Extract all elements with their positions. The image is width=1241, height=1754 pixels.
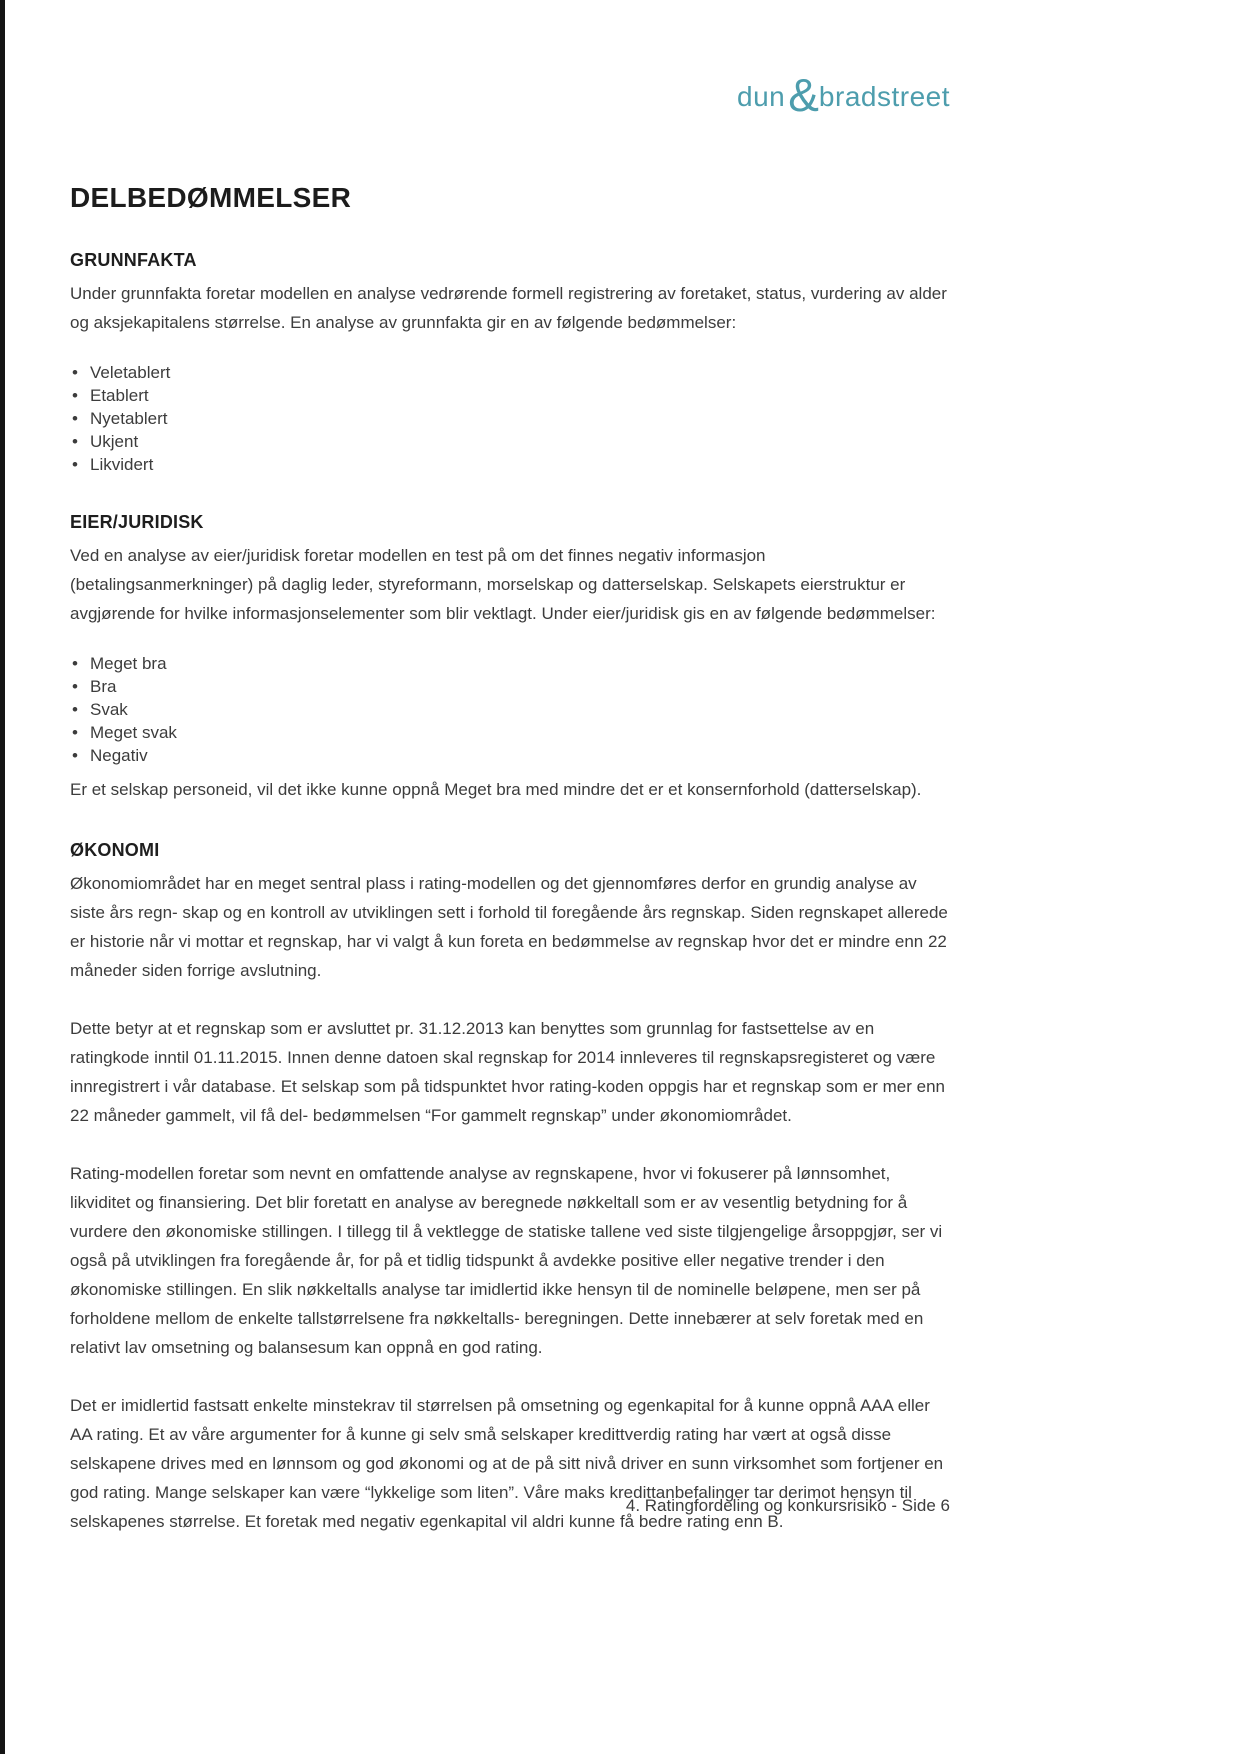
section-okonomi — [70, 840, 950, 1536]
list-item: • Bra — [72, 675, 950, 698]
eier-juridisk-note-paragraph: Er et selskap personeid, vil det ikke kunne oppnå Meget bra med mindre det er et konsernforhold (datterselskap). — [70, 780, 922, 799]
dun-bradstreet-logo — [70, 64, 950, 121]
list-item: • Nyetablert — [72, 407, 950, 430]
grunnfakta-intro-paragraph: Under grunnfakta foretar modellen en analyse vedrørende formell registrering av foretaket, status, vurdering av alder og aksjekapitalens størrelse. En analyse av grunnfakta gir en av følgende bedømmelser: — [70, 284, 947, 332]
okonomi-paragraph-2: Dette betyr at et regnskap som er avsluttet pr. 31.12.2013 kan benyttes som grunnlag for fastsettelse av en ratingkode inntil 01.11.2015. Innen denne datoen skal regnskap for 2014 innleveres til regnskapsregisteret og være innregistrert i vår database. Et selskap som på tidspunktet hvor rating-koden oppgis har et regnskap som er mer enn 22 måneder gammelt, vil få del- bedømmelsen “For gammelt regnskap” under økonomiområdet. — [70, 1019, 946, 1125]
logo-ampersand-icon: & — [788, 69, 819, 121]
section-grunnfakta — [70, 250, 950, 476]
okonomi-paragraph-3: Rating-modellen foretar som nevnt en omfattende analyse av regnskapene, hvor vi fokuserer på lønnsomhet, likviditet og finansiering. Det blir foretatt en analyse av beregnede nøkkeltall som er av vesentlig betydning for å vurdere den økonomiske stillingen. I tillegg til å vektlegge de statiske tallene ved siste tilgjengelige årsoppgjør, ser vi også på utviklingen fra foregående år, for på et tidlig tidspunkt å avdekke positive eller negative trender i den økonomiske stillingen. En slik nøkkeltalls analyse tar imidlertid ikke hensyn til de nominelle beløpene, men ser på forholdene mellom de enkelte tallstørrelsene fra nøkkeltalls- beregningen. Dette innebærer at selv foretak med en relativt lav omsetning og balansesum kan oppnå en god rating. — [70, 1164, 943, 1357]
section-heading-grunnfakta: GRUNNFAKTA — [70, 250, 197, 270]
section-heading-eier-juridisk: EIER/JURIDISK — [70, 512, 204, 532]
list-item: • Negativ — [72, 744, 950, 767]
eier-juridisk-bullet-list — [70, 652, 950, 767]
list-item: • Veletablert — [72, 361, 950, 384]
section-heading-okonomi: ØKONOMI — [70, 840, 160, 860]
list-item: • Ukjent — [72, 430, 950, 453]
list-item: • Meget bra — [72, 652, 950, 675]
page-content — [70, 0, 950, 1536]
section-eier-juridisk — [70, 512, 950, 804]
logo-word-bradstreet: bradstreet — [818, 81, 950, 112]
list-item: • Likvidert — [72, 453, 950, 476]
list-item: • Meget svak — [72, 721, 950, 744]
eier-juridisk-intro-paragraph: Ved en analyse av eier/juridisk foretar modellen en test på om det finnes negativ informasjon (betalingsanmerkninger) på daglig leder, styreformann, morselskap og datterselskap. Selskapets eierstruktur er avgjørende for hvilke informasjonselementer som blir vektlagt. Under eier/juridisk gis en av følgende bedømmelser: — [70, 546, 936, 623]
okonomi-paragraph-1: Økonomiområdet har en meget sentral plass i rating-modellen og det gjennomføres derfor en grundig analyse av siste års regn- skap og en kontroll av utviklingen sett i forhold til foregående års regnskap. Siden regnskapet allerede er historie når vi mottar et regnskap, har vi valgt å kun foreta en bedømmelse av regnskap hvor det er mindre enn 22 måneder siden forrige avslutning. — [70, 874, 948, 980]
page-footer: 4. Ratingfordeling og konkursrisiko - Side 6 — [625, 1496, 950, 1515]
page-title: DELBEDØMMELSER — [70, 182, 352, 213]
logo-word-dun: dun — [737, 81, 786, 112]
page-edge-shadow — [0, 0, 5, 1754]
grunnfakta-bullet-list — [70, 361, 950, 476]
okonomi-paragraph-4: Det er imidlertid fastsatt enkelte minstekrav til størrelsen på omsetning og egenkapital for å kunne oppnå AAA eller AA rating. Et av våre argumenter for å kunne gi selv små selskaper kredittverdig rating har vært at også disse selskapene drives med en lønnsom og god økonomi og at de på sitt nivå driver en sunn virksomhet som fortjener en god rating. Mange selskaper kan være “lykkelige som liten”. Våre maks kredittanbefalinger tar derimot hensyn til selskapenes størrelse. Et foretak med negativ egenkapital vil aldri kunne få bedre rating enn B. — [70, 1396, 944, 1531]
list-item: • Svak — [72, 698, 950, 721]
list-item: • Etablert — [72, 384, 950, 407]
